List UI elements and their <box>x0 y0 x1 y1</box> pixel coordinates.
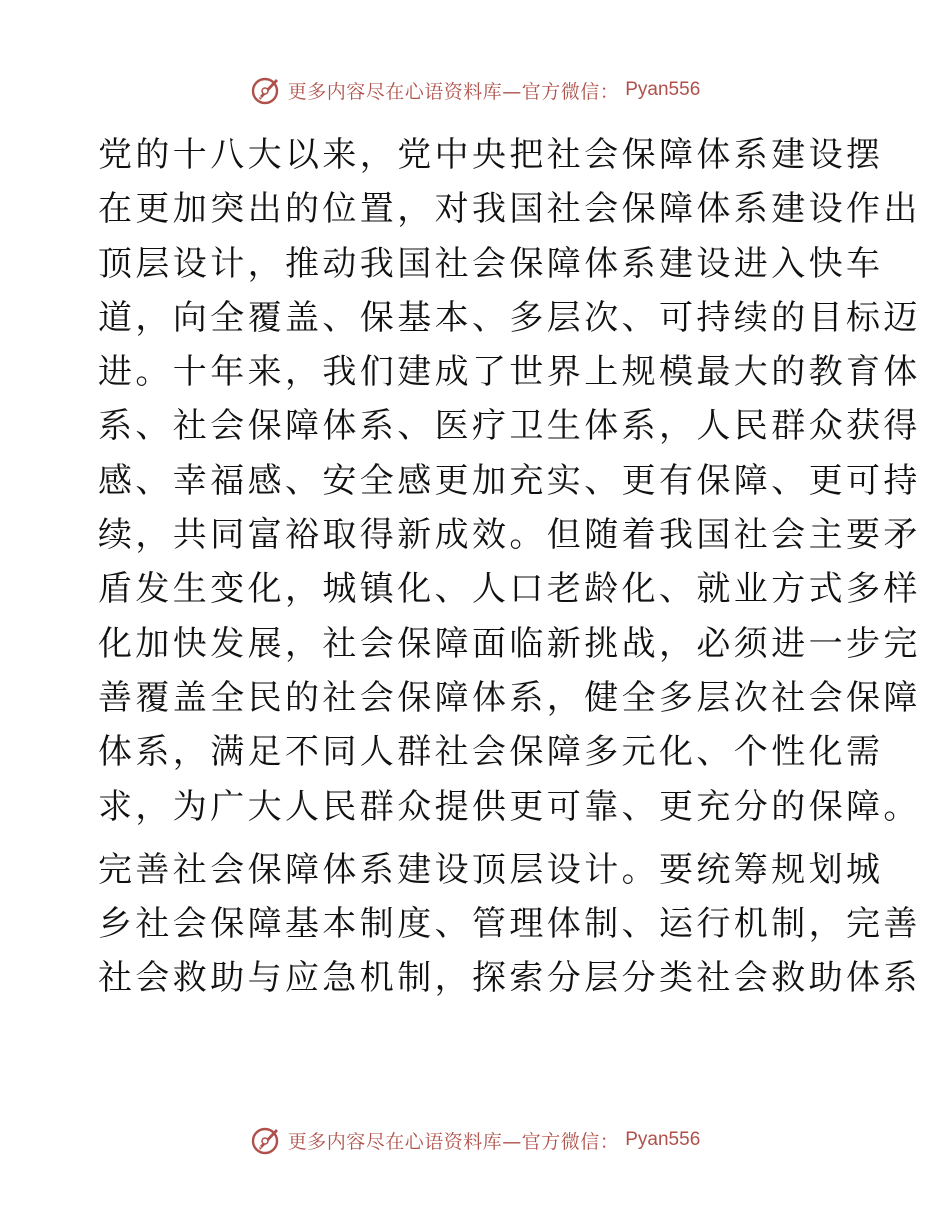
text-line: 善覆盖全民的社会保障体系，健全多层次社会保障 <box>98 677 921 718</box>
header-watermark <box>0 73 950 107</box>
text-line: 乡社会保障基本制度、管理体制、运行机制，完善 <box>98 904 921 945</box>
watermark-account: Pyan556 <box>625 79 701 100</box>
text-line: 进。十年来，我们建成了世界上规模最大的教育体 <box>98 352 921 393</box>
text-line: 盾发生变化，城镇化、人口老龄化、就业方式多样 <box>98 569 921 610</box>
text-line: 道，向全覆盖、保基本、多层次、可持续的目标迈 <box>98 297 921 338</box>
text-line: 续，共同富裕取得新成效。但随着我国社会主要矛 <box>98 515 921 556</box>
watermark-text: 更多内容尽在心语资料库—官方微信： <box>287 1130 620 1153</box>
text-line: 感、幸福感、安全感更加充实、更有保障、更可持 <box>98 460 921 501</box>
text-line: 完善社会保障体系建设顶层设计。要统筹规划城 <box>98 849 884 890</box>
document-body <box>98 128 921 1006</box>
watermark-text: 更多内容尽在心语资料库—官方微信： <box>287 80 620 103</box>
paragraph-2 <box>98 843 921 1006</box>
text-line: 党的十八大以来，党中央把社会保障体系建设摆 <box>98 135 884 175</box>
text-line: 求，为广大人民群众提供更可靠、更充分的保障。 <box>98 786 921 827</box>
text-line: 系、社会保障体系、医疗卫生体系，人民群众获得 <box>98 406 921 447</box>
feather-pen-circle-icon <box>250 74 282 106</box>
footer-watermark <box>0 1123 950 1157</box>
text-line: 社会救助与应急机制，探索分层分类社会救助体系 <box>98 958 921 999</box>
text-line: 化加快发展，社会保障面临新挑战，必须进一步完 <box>98 623 921 664</box>
watermark-account: Pyan556 <box>625 1129 701 1150</box>
text-line: 在更加突出的位置，对我国社会保障体系建设作出 <box>98 189 921 230</box>
feather-pen-circle-icon <box>250 1124 282 1156</box>
text-line: 体系，满足不同人群社会保障多元化、个性化需 <box>98 732 884 773</box>
paragraph-1 <box>98 128 921 834</box>
text-line: 顶层设计，推动我国社会保障体系建设进入快车 <box>98 243 884 284</box>
